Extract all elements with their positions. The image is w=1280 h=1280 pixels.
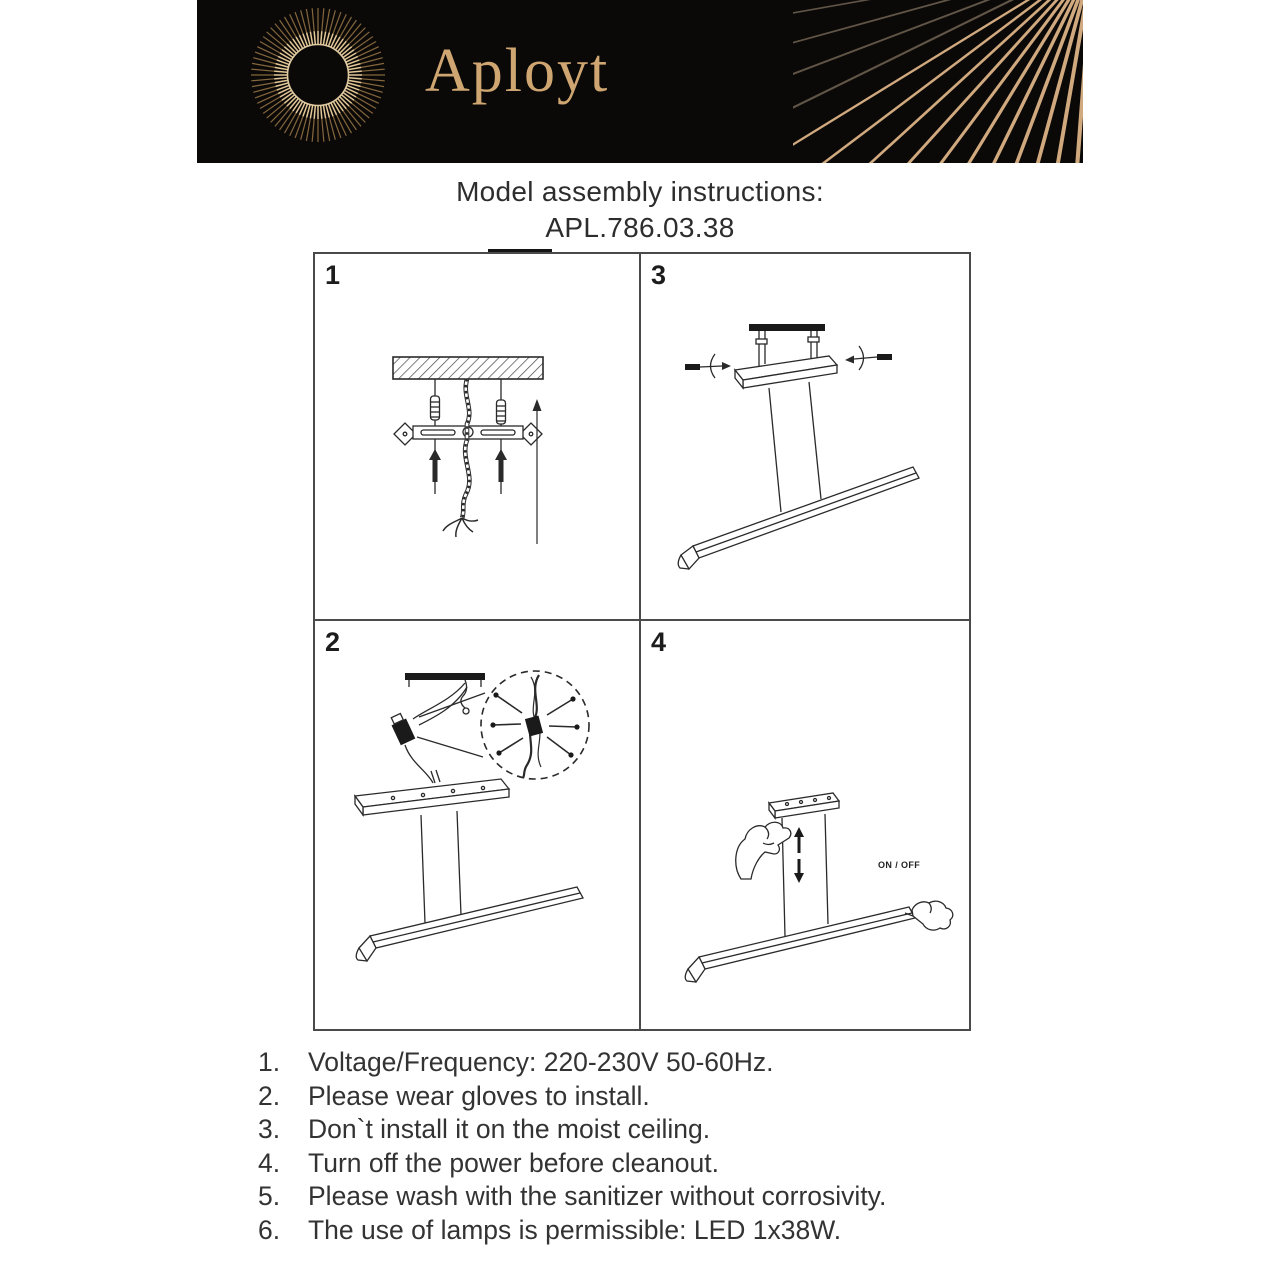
panel-step-1 (315, 254, 639, 619)
panel-step-2 (315, 621, 639, 1029)
panel-1-number: 1 (325, 260, 341, 290)
magnifier-callout-icon (417, 671, 589, 779)
diagram-grid (313, 252, 971, 1031)
list-item-number: 2. (258, 1080, 281, 1111)
list-item-number: 3. (258, 1114, 281, 1144)
list-item-number: 1. (258, 1047, 281, 1077)
panel-4-diagram (641, 621, 969, 1029)
title-block (0, 174, 1280, 246)
sunburst-logo-icon (243, 0, 393, 150)
direction-up-arrow-icon (533, 399, 542, 544)
canopy-icon (355, 770, 509, 815)
list-item-text: Don`t install it on the moist ceiling. (308, 1114, 711, 1144)
on-off-switch-label: ON / OFF (878, 860, 921, 870)
list-item-text: Please wash with the sanitizer without corrosivity. (308, 1181, 887, 1211)
ceiling-icon (393, 357, 543, 379)
list-item (258, 1080, 1003, 1114)
power-cable-icon (443, 379, 478, 537)
panel-4-number: 4 (651, 627, 667, 657)
brand-name: Aployt (425, 37, 610, 105)
linear-lamp-icon (678, 467, 919, 569)
side-screw-right-icon (845, 346, 892, 370)
panel-step-3 (641, 254, 969, 619)
panel-3-number: 3 (651, 260, 667, 290)
instruction-list (258, 1046, 1003, 1247)
side-screw-left-icon (685, 354, 731, 378)
wire-connector-icon (389, 683, 467, 783)
panel-2-number: 2 (325, 627, 341, 657)
up-down-arrow-icon (794, 827, 804, 883)
panel-1-diagram (315, 254, 639, 619)
list-item-number: 4. (258, 1147, 281, 1178)
header-banner (197, 0, 1083, 163)
list-item-text: Turn off the power before cleanout. (308, 1147, 720, 1178)
list-item-number: 5. (258, 1181, 281, 1211)
linear-lamp-icon (356, 887, 583, 961)
panel-2-diagram (315, 621, 639, 1029)
panel-3-diagram (641, 254, 969, 619)
list-item (258, 1214, 1003, 1248)
linear-lamp-icon (685, 907, 915, 982)
panel-step-4 (641, 621, 969, 1029)
list-item-number: 6. (258, 1214, 281, 1245)
list-item-text: Voltage/Frequency: 220-230V 50-60Hz. (308, 1047, 774, 1077)
canopy-icon (769, 793, 839, 818)
model-number: APL.786.03.38 (545, 212, 735, 243)
list-item (258, 1147, 1003, 1181)
canopy-icon (735, 356, 837, 388)
suspension-cables (769, 382, 821, 512)
switch-hand-icon (905, 901, 953, 930)
list-item-text: Please wear gloves to install. (308, 1080, 650, 1111)
list-item-text: The use of lamps is permissible: LED 1x38W. (308, 1214, 842, 1245)
list-item (258, 1113, 1003, 1147)
list-item (258, 1046, 1003, 1080)
doc-title: Model assembly instructions: (456, 176, 824, 207)
list-item (258, 1180, 1003, 1214)
suspension-cables (421, 811, 461, 923)
decorative-rays-icon (793, 0, 1083, 163)
